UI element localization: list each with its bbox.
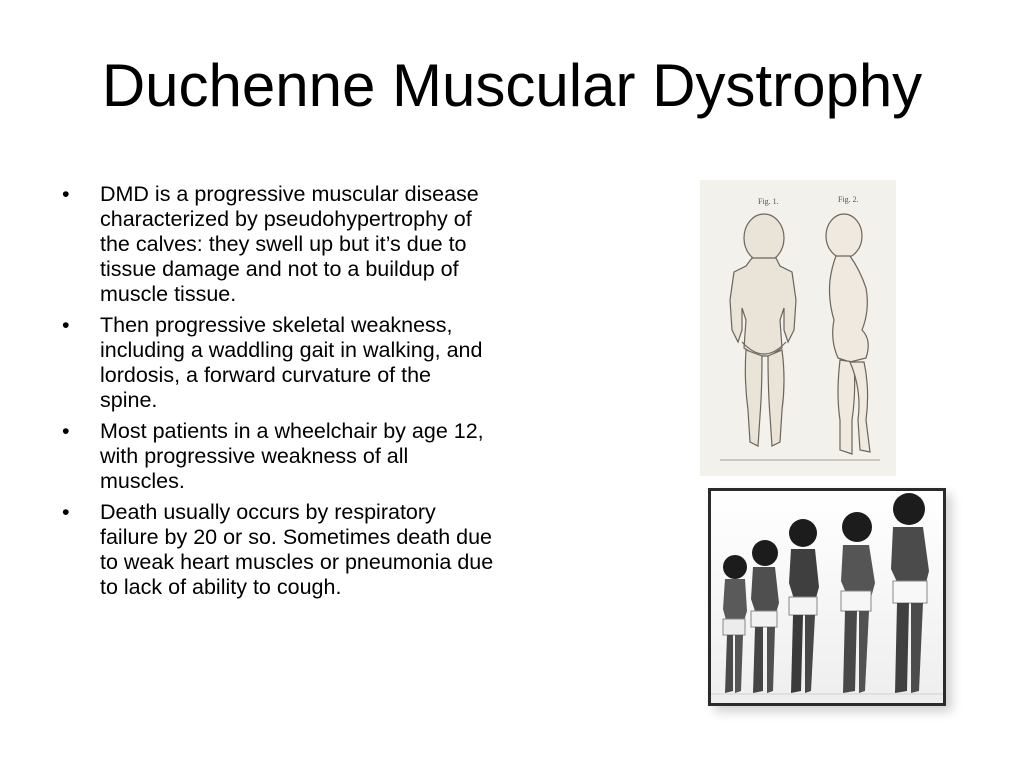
bullet-text: Then progressive skeletal weakness, including a waddling gait in walking, and lordosis, a forward curvature of the spine. [100, 313, 483, 412]
fig-1-label: Fig. 1. [758, 197, 779, 206]
bullet-icon: • [62, 500, 70, 524]
bullet-item [62, 182, 494, 307]
bullet-text: Death usually occurs by respiratory failure by 20 or so. Sometimes death due to weak heart muscles or pneumonia due to lack of ability to cough. [100, 500, 494, 599]
bullet-icon: • [62, 419, 70, 443]
bullet-icon: • [62, 182, 70, 206]
bullet-list [62, 182, 494, 606]
illustration-boy-back-and-side-view [700, 180, 896, 476]
photo-boys-lined-up [708, 488, 946, 706]
bullet-icon: • [62, 313, 70, 337]
bullet-text: DMD is a progressive muscular disease characterized by pseudohypertrophy of the calves: they swell up but it’s due to tissue damage and not to a buildup of muscle tissue. [100, 182, 479, 306]
slide-title: Duchenne Muscular Dystrophy [101, 52, 923, 119]
fig-2-label: Fig. 2. [838, 195, 859, 204]
bullet-item [62, 500, 494, 600]
bullet-text: Most patients in a wheelchair by age 12, with progressive weakness of all muscles. [100, 419, 484, 493]
bullet-item [62, 419, 494, 494]
bullet-item [62, 313, 494, 413]
